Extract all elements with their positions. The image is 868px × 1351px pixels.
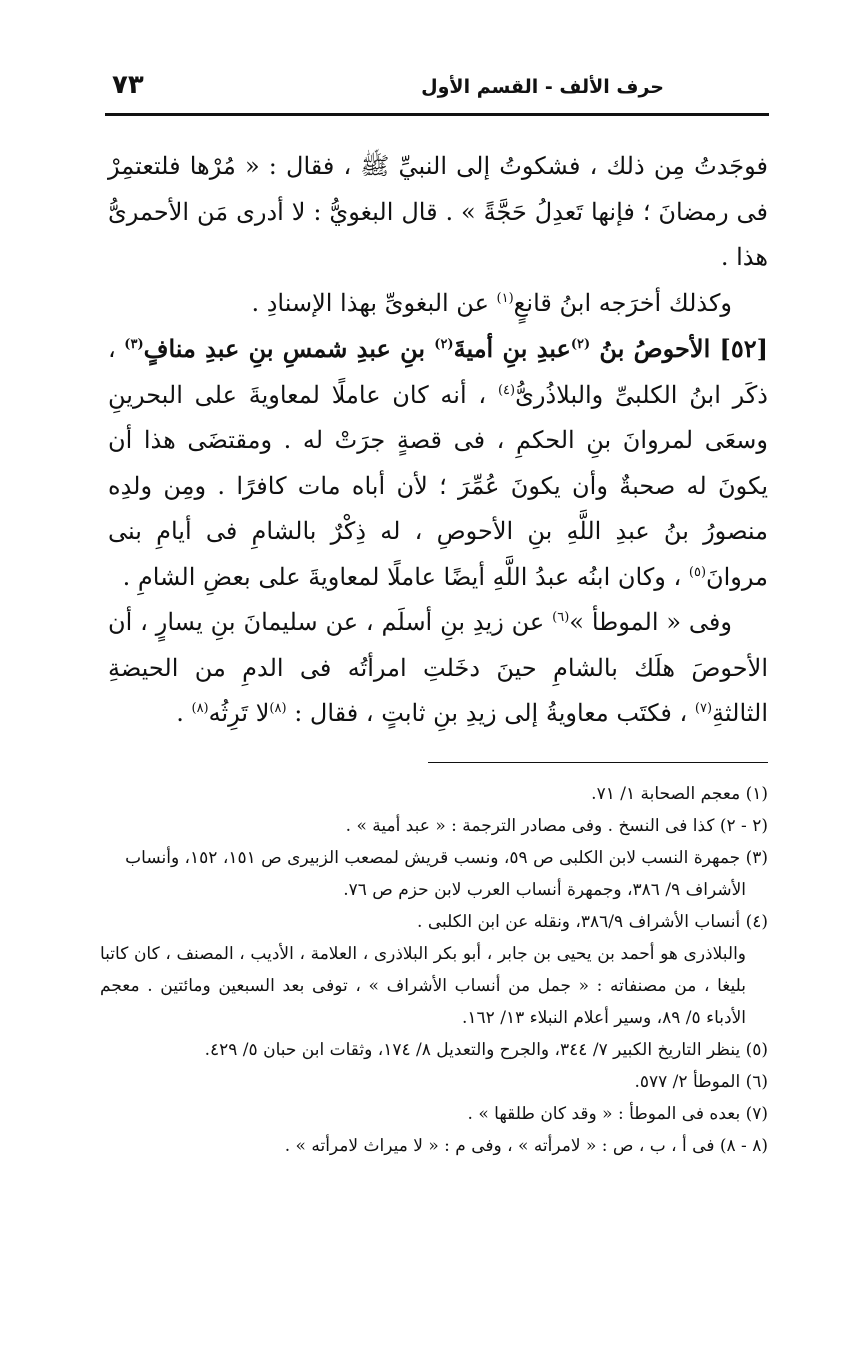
footnote-6: (٦) الموطأ ٢/ ٥٧٧. <box>634 1072 768 1092</box>
entry-52 <box>108 326 768 600</box>
footnote-ref-4: (٤) <box>497 382 516 398</box>
entry-name-variant: عبدِ بنِ أميةَ <box>453 334 571 363</box>
footnote-ref-6: (٦) <box>552 610 570 625</box>
footnote-ref-8b: (٨) <box>191 701 209 716</box>
paragraph-2-text: وكذلك أخرَجه ابنُ قانعٍ <box>513 288 732 317</box>
footnote-3: (٣) جمهرة النسب لابن الكلبى ص ٥٩، ونسب قريش لمصعب الزبيرى ص ١٥١، ١٥٢، وأنساب <box>125 848 768 868</box>
footnote-ref-1: (١) <box>496 290 514 306</box>
entry-number-and-name: [٥٢] الأحوصُ بنُ <box>590 334 769 363</box>
footnote-2: (٢ - ٢) كذا فى النسخ . وفى مصادر الترجمة : « عبد أمية » . <box>345 816 768 836</box>
entry-text-b: ، أنه كان عاملًا لمعاويةَ على البحرينِ وسعَى لمروانَ بنِ الحكمِ ، فى قصةٍ جرَتْ له . ومقتضَى هذا أن يكونَ له صحبةٌ وأن يكونَ عُمِّرَ ؛ لأن أباه مات كافرًا . ومِن ولدِه منصورُ بنُ عبدِ اللَّهِ بنِ الأحوصِ ، له ذِكْرٌ بالشامِ فى أيامِ بنى مروانَ <box>108 380 768 591</box>
footnote-4-note: والبلاذرى هو أحمد بن يحيى بن جابر ، أبو بكر البلاذرى ، العلامة ، الأديب ، المصنف ، كان كاتبا بليغا ، من مصنفاته : « جمل من أنساب الأشراف » ، توفى بعد السبعين ومائتين . معجم الأدباء ٥/ ٨٩، وسير أعلام النبلاء ١٣/ ١٦٢. <box>100 944 746 1028</box>
paragraph-2 <box>108 281 768 327</box>
page-number: ٧٣ <box>112 70 144 100</box>
paragraph-4-text-a: وفى « الموطأ » <box>569 608 732 636</box>
paragraph-1 <box>108 144 768 281</box>
entry-heading <box>124 334 768 363</box>
footnote-3-continued: الأشراف ٩/ ٣٨٦، وجمهرة أنساب العرب لابن حزم ص ٧٦. <box>343 880 746 900</box>
footnotes <box>100 778 768 1162</box>
footnote-8: (٨ - ٨) فى أ ، ب ، ص : « لامرأته » ، وفى م : « لا ميراث لامرأته » . <box>284 1136 768 1156</box>
entry-text-c: ، وكان ابنُه عبدُ اللَّهِ أيضًا عاملًا لمعاويةَ على بعضِ الشامِ . <box>122 562 689 591</box>
footnote-ref-2b: (٢) <box>434 337 454 352</box>
footnote-separator <box>428 762 768 763</box>
footnote-5: (٥) ينظر التاريخ الكبير ٧/ ٣٤٤، والجرح والتعديل ٨/ ١٧٤، وثقات ابن حبان ٥/ ٤٢٩. <box>204 1040 768 1060</box>
main-text <box>108 144 768 737</box>
entry-lineage: بنِ عبدِ شمسِ بنِ عبدِ منافٍ <box>143 334 435 363</box>
paragraph-4-end: . <box>176 699 192 727</box>
paragraph-4-text-c: ، فكتَب معاويةُ إلى زيدِ بنِ ثابتٍ ، فقال : <box>286 699 695 727</box>
paragraph-4-text-b: عن زيدِ بنِ أسلَم ، عن سليمانَ بنِ يسارٍ ، أن الأحوصَ هلَك بالشامِ حينَ دخَلتِ امرأتُه فى الدمِ من الحيضةِ الثالثةِ <box>108 608 768 727</box>
footnote-ref-2a: (٢) <box>570 337 591 352</box>
footnote-ref-8a: (٨) <box>269 701 287 716</box>
footnote-1: (١) معجم الصحابة ١/ ٧١. <box>591 784 768 804</box>
footnote-4: (٤) أنساب الأشراف ٣٨٦/٩، ونقله عن ابن الكلبى . <box>417 912 768 932</box>
paragraph-4-quote: لا تَرِثُه <box>208 699 270 727</box>
paragraph-1-text: فوجَدتُ مِن ذلك ، فشكوتُ إلى النبيِّ ﷺ ، فقال : « مُرْها فلتعتمِرْ فى رمضانَ ؛ فإنها تَعدِلُ حَجَّةً » . قال البغويُّ : لا أدرى مَن الأحمرىُّ هذا . <box>108 152 768 271</box>
footnote-ref-7: (٧) <box>694 701 713 716</box>
footnote-ref-3: (٣) <box>124 337 144 352</box>
footnote-ref-5: (٥) <box>688 564 707 580</box>
running-title: حرف الألف - القسم الأول <box>421 76 664 98</box>
page-header <box>100 70 772 104</box>
paragraph-2-text-end: عن البغوىِّ بهذا الإسنادِ . <box>251 288 497 317</box>
paragraph-4 <box>108 600 768 737</box>
footnote-7: (٧) بعده فى الموطأ : « وقد كان طلقها » . <box>467 1104 768 1124</box>
header-rule <box>105 113 769 116</box>
entry-text-a: ، ذكَر ابنُ الكلبىِّ والبلاذُرىُّ <box>108 335 768 409</box>
